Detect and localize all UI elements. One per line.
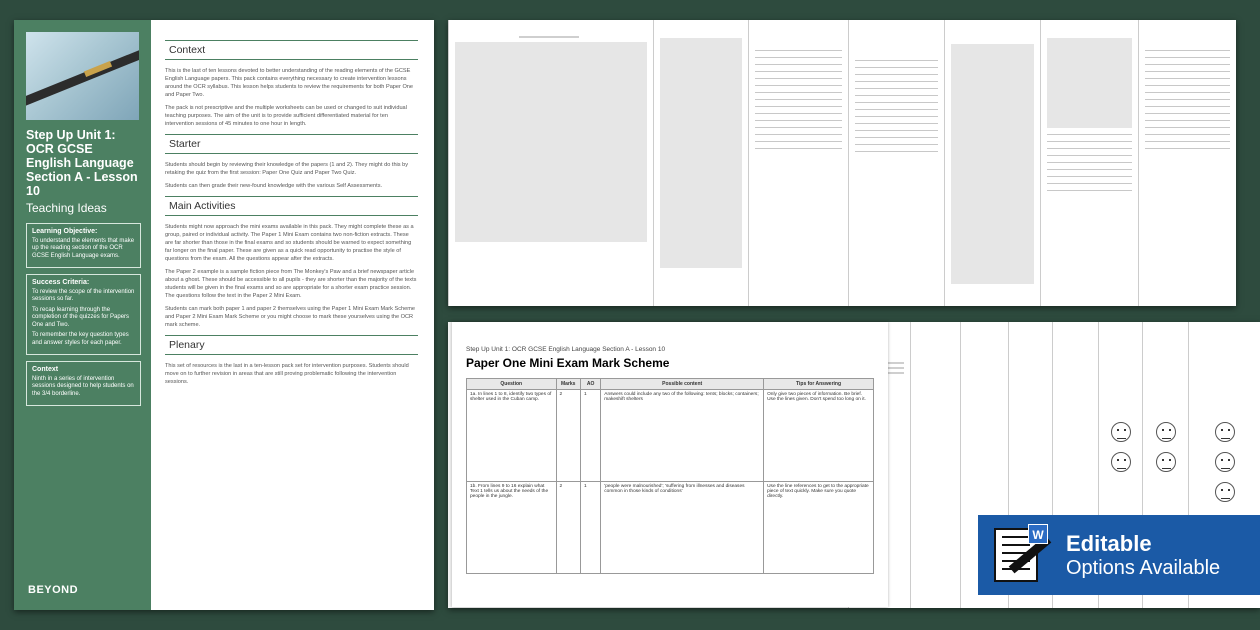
face-icon xyxy=(1156,452,1176,472)
section-heading: Context xyxy=(165,40,418,60)
success-criteria-box: Success Criteria: To review the scope of the intervention sessions so far. To recap learning through the completion of the quizzes for Papers One and Two. To remember the key question types and answer styles for each paper. xyxy=(26,274,141,355)
face-icon xyxy=(1215,482,1235,502)
learning-objective-box: Learning Objective: To understand the elements that make up the reading section of the OCR GCSE English Language exams. xyxy=(26,223,141,268)
badge-subtitle: Options Available xyxy=(1066,556,1221,579)
editable-options-badge[interactable] xyxy=(978,515,1260,595)
exam-page xyxy=(1138,20,1236,306)
badge-title: Editable xyxy=(1066,530,1152,556)
exam-paper-spread xyxy=(448,20,1236,306)
page-title: Paper One Mini Exam Mark Scheme xyxy=(466,356,670,370)
section-heading: Plenary xyxy=(165,335,418,355)
document-sidebar xyxy=(14,20,151,610)
face-icon xyxy=(1111,452,1131,472)
mark-scheme-table xyxy=(466,378,874,574)
face-icon xyxy=(1156,422,1176,442)
table-row: 1b. From lines 9 to 16 explain what Text 1 tells us about the needs of the people in the jungle. 2 1 'people were malnourished'; 'suffering from illnesses and diseases common in those kinds of conditions' Use the line references to get to the appropriate piece of text quickly. Make sure you quote directly. xyxy=(467,482,874,574)
section-paragraph: The pack is not prescriptive and the multiple worksheets can be used or changed to suit individual teaching purposes. The aim of the unit is to provide sufficient differentiated material for ten intervention sessions of 45 minutes to one hour in length. xyxy=(165,105,407,127)
section-paragraph: The Paper 2 example is a sample fiction piece from The Monkey's Paw and a brief newspaper article about a ghost. These should be accessible to all pupils - they are shorter than the majority of the texts students will be given in the final exams and so are appropriate for a shorter exam practice session. The questions follow the text in the Paper 2 Mini Exam. xyxy=(165,269,417,299)
table-row: 1a. In lines 1 to 8, identify two types of shelter used in the Cuban camp. 2 1 Answers could include any two of the following: tents; blocks; containers; makeshift shelters Only give two pieces of information. Be brief. Use the lines given. Don't spend too long on it. xyxy=(467,390,874,482)
mark-scheme-front-page xyxy=(452,322,888,607)
section-paragraph: This set of resources is the last in a ten-lesson pack set for intervention purposes. Students should move on to further revision in areas that are still proving problematic following the intervention sessions. xyxy=(165,363,409,385)
beyond-logo: BEYOND xyxy=(28,584,79,596)
face-icon xyxy=(1215,452,1235,472)
exam-page xyxy=(848,20,944,306)
section-heading: Starter xyxy=(165,134,418,154)
document-body xyxy=(151,20,434,610)
section-paragraph: Students should begin by reviewing their knowledge of the papers (1 and 2). They might do this by retaking the quiz from the first session: Paper One Quiz and Paper Two Quiz. xyxy=(165,162,409,176)
section-paragraph: Students can mark both paper 1 and paper 2 themselves using the Paper 1 Mini Exam Mark Scheme and Paper 2 Mini Exam Mark Scheme or you might choose to mark these yourselves using the OCR mark scheme. xyxy=(165,306,415,328)
exam-page xyxy=(944,20,1040,306)
face-icon xyxy=(1111,422,1131,442)
reading-extract xyxy=(455,42,647,242)
section-paragraph: This is the last of ten lessons devoted to better understanding of the reading elements of the GCSE English Language papers. This pack contains everything necessary to create intervention lessons around the OCR syllabus. This lesson helps students to review the requirements for both Paper One and Paper Two. xyxy=(165,68,414,98)
mark-scheme-page xyxy=(910,322,960,608)
exam-page xyxy=(1040,20,1138,306)
exam-page xyxy=(653,20,748,306)
word-document-icon: W xyxy=(984,522,1056,588)
section-paragraph: Students can then grade their new-found knowledge with the various Self Assessments. xyxy=(165,183,383,189)
table-header-row: Question Marks AO Possible content Tips for Answering xyxy=(467,379,874,390)
context-box: Context Ninth in a series of intervention sessions designed to help students on the 3/4 borderline. xyxy=(26,361,141,406)
exam-page xyxy=(448,20,653,306)
teaching-ideas-document xyxy=(14,20,434,610)
exam-page xyxy=(748,20,848,306)
face-icon xyxy=(1215,422,1235,442)
section-paragraph: Students might now approach the mini exams available in this pack. They might complete these as a group, paired or individual activity. The Paper 1 Mini Exam contains two non-fiction extracts. These are far shorter than those in the final exams and so students should be warned to expect something far longer on the final paper. These are given as a quick read opportunity to practise the style of questions from the exam. All the questions appear after the extracts. xyxy=(165,224,414,262)
fountain-pen-image xyxy=(26,32,139,120)
document-subtitle: Teaching Ideas xyxy=(26,201,107,215)
breadcrumb: Step Up Unit 1: OCR GCSE English Language Section A - Lesson 10 xyxy=(466,346,666,353)
section-heading: Main Activities xyxy=(165,196,418,216)
document-title: Step Up Unit 1: OCR GCSE English Language Section A - Lesson 10 xyxy=(26,128,138,198)
